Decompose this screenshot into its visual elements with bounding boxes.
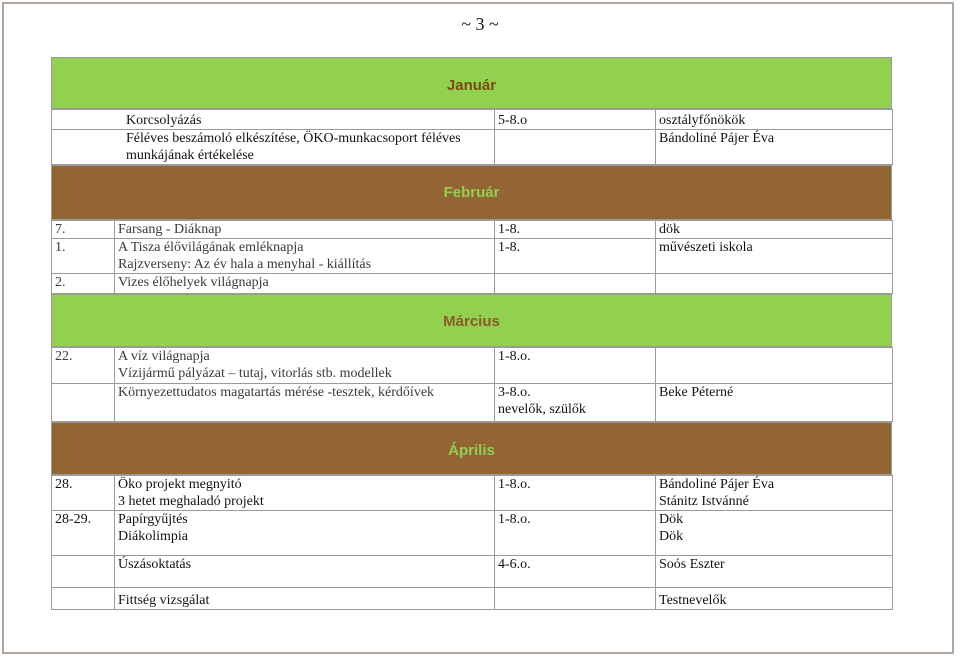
event-line: Vízijármű pályázat – tutaj, vitorlás stb. modellek (118, 366, 392, 381)
event-cell (115, 476, 495, 511)
class-line: nevelők, szülők (498, 402, 586, 417)
class-cell: 1-8. (495, 239, 656, 274)
responsible-cell (656, 476, 893, 511)
class-cell: 1-8.o. (495, 348, 656, 384)
march-table (51, 347, 893, 422)
table-row (52, 384, 893, 422)
table-row (52, 239, 893, 274)
table-row (52, 221, 893, 239)
number-cell: 2. (52, 274, 115, 294)
event-cell: Féléves beszámoló elkészítése, ÖKO-munkacsoport féléves munkájának értékelése (52, 130, 495, 165)
number-cell: 28. (52, 476, 115, 511)
month-header-april (51, 422, 892, 475)
event-line: A Tisza élővilágának emléknapja (118, 240, 304, 255)
class-cell (495, 130, 656, 165)
table-row (52, 588, 893, 610)
responsible-line: Dök (659, 529, 684, 544)
april-table (51, 475, 893, 610)
class-cell: 1-8.o. (495, 476, 656, 511)
number-cell: 7. (52, 221, 115, 239)
january-table (51, 109, 893, 165)
event-cell (115, 511, 495, 556)
table-row (52, 511, 893, 556)
number-cell (52, 556, 115, 588)
number-cell: 1. (52, 239, 115, 274)
event-cell: Vizes élőhelyek világnapja (115, 274, 495, 294)
class-cell (495, 588, 656, 610)
month-label: Február (443, 184, 500, 201)
event-line: Papírgyűjtés (118, 512, 188, 527)
event-cell: Környezettudatos magatartás mérése -tesztek, kérdőívek (115, 384, 495, 422)
event-cell (115, 239, 495, 274)
class-cell (495, 274, 656, 294)
table-row (52, 274, 893, 294)
responsible-cell: osztályfőnökök (656, 110, 893, 130)
responsible-cell: Testnevelők (656, 588, 893, 610)
schedule (51, 57, 892, 610)
event-cell (115, 348, 495, 384)
event-line: Öko projekt megnyitó (118, 477, 242, 492)
month-label: Január (446, 77, 497, 94)
responsible-cell: Beke Péterné (656, 384, 893, 422)
class-cell: 1-8. (495, 221, 656, 239)
table-row (52, 130, 893, 165)
responsible-cell (656, 348, 893, 384)
class-cell: 4-6.o. (495, 556, 656, 588)
number-cell (52, 384, 115, 422)
page-number: ~ 3 ~ (461, 14, 499, 34)
class-cell: 1-8.o. (495, 511, 656, 556)
event-line: 3 hetet meghaladó projekt (118, 494, 264, 509)
responsible-cell (656, 511, 893, 556)
responsible-cell: Bándoliné Pájer Éva (656, 130, 893, 165)
class-cell (495, 384, 656, 422)
event-cell: Korcsolyázás (52, 110, 495, 130)
number-cell: 22. (52, 348, 115, 384)
responsible-cell: dök (656, 221, 893, 239)
responsible-cell (656, 274, 893, 294)
table-row (52, 476, 893, 511)
event-line: A víz világnapja (118, 349, 210, 364)
table-row (52, 556, 893, 588)
table-row (52, 110, 893, 130)
table-row (52, 348, 893, 384)
event-line: Diákolimpia (118, 529, 188, 544)
responsible-line: Dök (659, 512, 684, 527)
event-cell: Farsang - Diáknap (115, 221, 495, 239)
february-table (51, 220, 893, 294)
class-line: 3-8.o. (498, 385, 531, 400)
responsible-line: Bándoliné Pájer Éva (659, 477, 775, 492)
event-cell: Úszásoktatás (115, 556, 495, 588)
event-line: Rajzverseny: Az év hala a menyhal - kiállítás (118, 257, 372, 272)
responsible-line: Stánitz Istvánné (659, 494, 749, 509)
event-cell: Fittség vizsgálat (115, 588, 495, 610)
month-label: Március (443, 313, 500, 330)
month-header-february (51, 165, 892, 220)
number-cell (52, 588, 115, 610)
month-header-january (51, 57, 892, 109)
month-label: Április (448, 442, 495, 459)
responsible-cell: művészeti iskola (656, 239, 893, 274)
number-cell: 28-29. (52, 511, 115, 556)
responsible-cell: Soós Eszter (656, 556, 893, 588)
class-cell: 5-8.o (495, 110, 656, 130)
month-header-march (51, 294, 892, 347)
